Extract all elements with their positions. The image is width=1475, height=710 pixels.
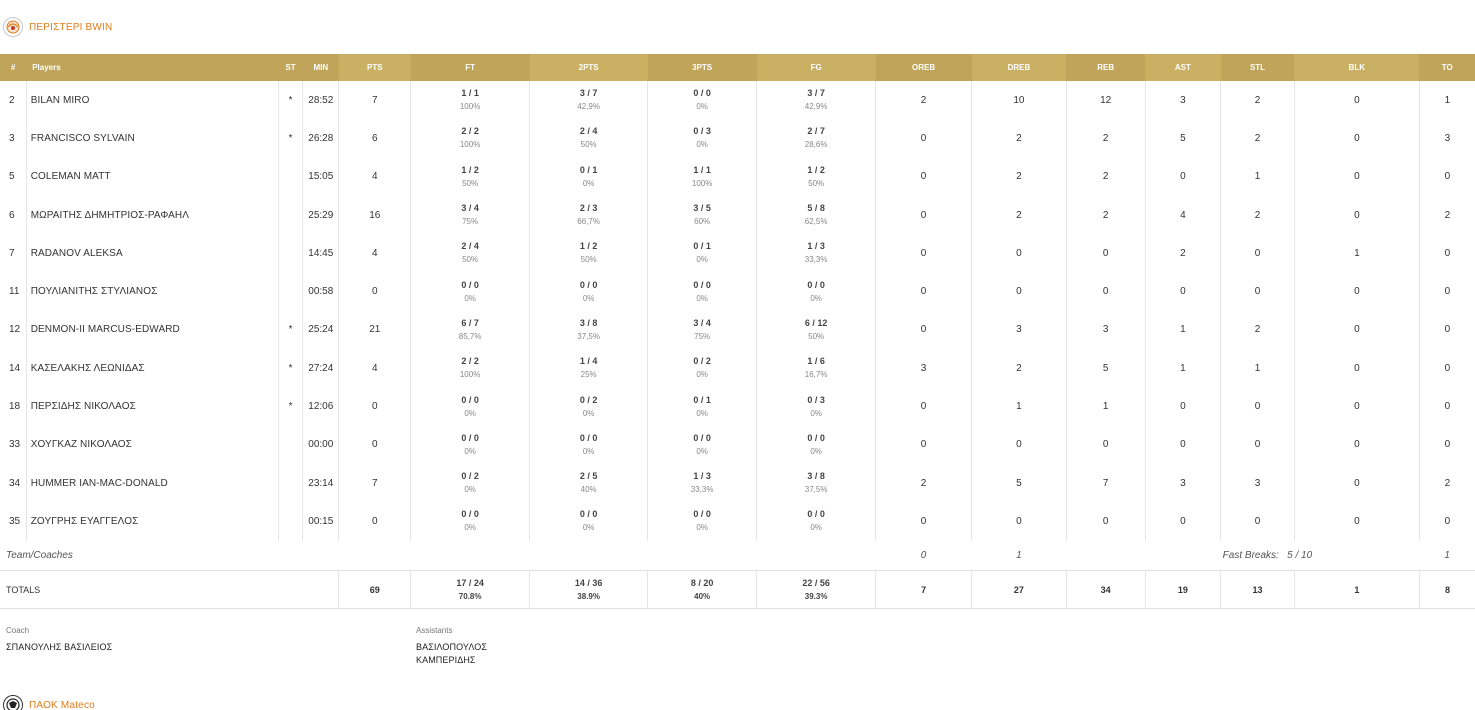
player-to: 0 (1444, 171, 1451, 183)
player-fg: 5 / 8 62,5% (757, 196, 876, 234)
col-header-num: # (0, 54, 26, 81)
player-points: 7 (339, 81, 411, 119)
starter-mark: * (278, 349, 302, 387)
player-number: 2 (0, 81, 26, 119)
player-ast: 1 (1145, 311, 1221, 349)
player-points: 0 (339, 272, 411, 310)
player-to: 0 (1444, 247, 1451, 259)
assistant-name: ΒΑΣΙΛΟΠΟΥΛΟΣ (416, 642, 488, 652)
player-points: 16 (339, 196, 411, 234)
player-oreb: 0 (876, 234, 972, 272)
player-points: 0 (339, 387, 411, 425)
player-minutes: 12:06 (303, 387, 339, 425)
player-number: 14 (0, 349, 26, 387)
player-points: 6 (339, 119, 411, 157)
player-stl: 2 (1221, 196, 1295, 234)
player-reb: 2 (1066, 119, 1145, 157)
player-number: 5 (0, 158, 26, 196)
team-dreb: 1 (1016, 549, 1022, 561)
player-ft: 3 / 4 75% (411, 196, 530, 234)
table-row (0, 196, 1475, 234)
table-row (0, 81, 1475, 119)
table-row (0, 119, 1475, 157)
player-oreb: 0 (876, 426, 972, 464)
player-ft: 0 / 0 0% (411, 426, 530, 464)
player-ft: 2 / 4 50% (411, 234, 530, 272)
player-rows (0, 81, 1475, 541)
col-header-dreb: DREB (972, 54, 1067, 81)
player-blk: 0 (1294, 426, 1419, 464)
assistants-label: Assistants (416, 626, 453, 635)
totals-pts: 69 (339, 571, 411, 609)
player-3pts: 1 / 3 33,3% (648, 464, 757, 502)
starter-mark: * (278, 119, 302, 157)
player-fg: 2 / 7 28,6% (757, 119, 876, 157)
player-minutes: 14:45 (303, 234, 339, 272)
player-2pts: 0 / 1 0% (530, 158, 648, 196)
player-stl: 0 (1221, 272, 1295, 310)
player-2pts: 0 / 2 0% (530, 387, 648, 425)
player-reb: 7 (1066, 464, 1145, 502)
player-number: 6 (0, 196, 26, 234)
player-name[interactable]: HUMMER IAN-MAC-DONALD (26, 464, 278, 502)
player-ast: 0 (1145, 158, 1221, 196)
team1-name[interactable]: ΠΕΡΙΣΤΕΡΙ BWIN (29, 21, 113, 33)
player-stl: 0 (1221, 502, 1295, 540)
player-reb: 3 (1066, 311, 1145, 349)
player-2pts: 3 / 8 37,5% (530, 311, 648, 349)
player-name[interactable]: COLEMAN MATT (26, 158, 278, 196)
team-oreb: 0 (920, 549, 927, 561)
totals-stl: 13 (1221, 571, 1295, 609)
player-dreb: 2 (972, 349, 1067, 387)
player-oreb: 0 (876, 272, 972, 310)
totals-2pts: 14 / 36 38.9% (530, 571, 648, 609)
player-ft: 0 / 2 0% (411, 464, 530, 502)
player-3pts: 3 / 4 75% (648, 311, 757, 349)
player-to: 0 (1444, 401, 1451, 413)
col-header-st: ST (278, 54, 302, 81)
coach-label: Coach (6, 626, 30, 635)
player-2pts: 0 / 0 0% (530, 426, 648, 464)
player-oreb: 0 (876, 311, 972, 349)
player-stl: 3 (1221, 464, 1295, 502)
player-blk: 0 (1294, 158, 1419, 196)
player-ast: 3 (1145, 464, 1221, 502)
team1-header (3, 16, 112, 38)
player-dreb: 0 (972, 502, 1067, 540)
player-3pts: 0 / 1 0% (648, 234, 757, 272)
col-header-blk: BLK (1294, 54, 1419, 81)
player-stl: 0 (1221, 387, 1295, 425)
player-points: 4 (339, 349, 411, 387)
fast-breaks (1221, 541, 1420, 571)
player-3pts: 0 / 0 0% (648, 81, 757, 119)
player-to: 2 (1444, 477, 1451, 489)
totals-to: 8 (1419, 571, 1475, 609)
assistant-name: ΚΑΜΠΕΡΙΔΗΣ (416, 655, 476, 665)
player-3pts: 1 / 1 100% (648, 158, 757, 196)
player-number: 7 (0, 234, 26, 272)
player-points: 4 (339, 234, 411, 272)
table-row (0, 426, 1475, 464)
player-reb: 0 (1066, 426, 1145, 464)
player-reb: 0 (1066, 502, 1145, 540)
player-minutes: 26:28 (303, 119, 339, 157)
player-minutes: 00:58 (303, 272, 339, 310)
player-reb: 2 (1066, 158, 1145, 196)
starter-mark: * (278, 387, 302, 425)
player-number: 11 (0, 272, 26, 310)
player-name[interactable]: ΧΟΥΓΚΑΖ ΝΙΚΟΛΑΟΣ (26, 426, 278, 464)
player-fg: 0 / 0 0% (757, 426, 876, 464)
player-name[interactable]: ΠΟΥΛΙΑΝΙΤΗΣ ΣΤΥΛΙΑΝΟΣ (26, 272, 278, 310)
box-score-table (0, 54, 1475, 609)
coach-name: ΣΠΑΝΟΥΛΗΣ ΒΑΣΙΛΕΙΟΣ (6, 642, 113, 652)
player-number: 3 (0, 119, 26, 157)
starter-mark (278, 426, 302, 464)
player-to: 0 (1444, 439, 1451, 451)
table-row (0, 234, 1475, 272)
player-ft: 6 / 7 85,7% (411, 311, 530, 349)
player-blk: 0 (1294, 464, 1419, 502)
player-oreb: 0 (876, 502, 972, 540)
player-dreb: 2 (972, 119, 1067, 157)
player-blk: 0 (1294, 311, 1419, 349)
player-stl: 1 (1221, 158, 1295, 196)
totals-row (0, 571, 1475, 609)
player-minutes: 00:00 (303, 426, 339, 464)
table-row (0, 502, 1475, 540)
col-header-oreb: OREB (876, 54, 972, 81)
totals-ast: 19 (1145, 571, 1221, 609)
player-dreb: 10 (972, 81, 1067, 119)
player-stl: 2 (1221, 311, 1295, 349)
starter-mark (278, 464, 302, 502)
player-ast: 0 (1145, 387, 1221, 425)
player-ast: 0 (1145, 272, 1221, 310)
starter-mark: * (278, 311, 302, 349)
player-number: 35 (0, 502, 26, 540)
player-minutes: 15:05 (303, 158, 339, 196)
player-oreb: 0 (876, 119, 972, 157)
player-3pts: 0 / 0 0% (648, 502, 757, 540)
starter-mark (278, 502, 302, 540)
player-blk: 0 (1294, 81, 1419, 119)
player-minutes: 28:52 (303, 81, 339, 119)
player-dreb: 0 (972, 426, 1067, 464)
team2-name[interactable]: ΠΑΟΚ Mateco (29, 699, 95, 710)
player-stl: 0 (1221, 234, 1295, 272)
starter-mark (278, 196, 302, 234)
starter-mark (278, 158, 302, 196)
player-ast: 5 (1145, 119, 1221, 157)
player-to: 0 (1444, 286, 1451, 298)
player-points: 21 (339, 311, 411, 349)
player-3pts: 0 / 2 0% (648, 349, 757, 387)
player-oreb: 2 (876, 464, 972, 502)
starter-mark (278, 234, 302, 272)
player-reb: 5 (1066, 349, 1145, 387)
table-row (0, 349, 1475, 387)
team-coaches-label: Team/Coaches (6, 549, 73, 561)
col-header-players: Players (26, 54, 278, 81)
player-number: 33 (0, 426, 26, 464)
totals-fg: 22 / 56 39.3% (757, 571, 876, 609)
col-header-ft: FT (411, 54, 530, 81)
totals-ft: 17 / 24 70.8% (411, 571, 530, 609)
col-header-ast: AST (1145, 54, 1221, 81)
player-ft: 1 / 1 100% (411, 81, 530, 119)
player-fg: 1 / 6 16,7% (757, 349, 876, 387)
player-2pts: 2 / 5 40% (530, 464, 648, 502)
totals-blk: 1 (1294, 571, 1419, 609)
player-minutes: 27:24 (303, 349, 339, 387)
player-dreb: 2 (972, 196, 1067, 234)
player-ast: 2 (1145, 234, 1221, 272)
player-fg: 3 / 7 42,9% (757, 81, 876, 119)
player-blk: 0 (1294, 387, 1419, 425)
player-minutes: 23:14 (303, 464, 339, 502)
player-oreb: 2 (876, 81, 972, 119)
player-2pts: 0 / 0 0% (530, 272, 648, 310)
player-stl: 1 (1221, 349, 1295, 387)
player-3pts: 0 / 0 0% (648, 426, 757, 464)
player-fg: 0 / 0 0% (757, 502, 876, 540)
player-2pts: 3 / 7 42,9% (530, 81, 648, 119)
col-header-reb: REB (1066, 54, 1145, 81)
player-oreb: 3 (876, 349, 972, 387)
player-name[interactable]: ΚΑΣΕΛΑΚΗΣ ΛΕΩΝΙΔΑΣ (26, 349, 278, 387)
col-header-3pts: 3PTS (648, 54, 757, 81)
player-ft: 2 / 2 100% (411, 349, 530, 387)
player-reb: 2 (1066, 196, 1145, 234)
player-ft: 0 / 0 0% (411, 272, 530, 310)
table-row (0, 272, 1475, 310)
player-3pts: 0 / 1 0% (648, 387, 757, 425)
player-fg: 0 / 0 0% (757, 272, 876, 310)
player-ast: 3 (1145, 81, 1221, 119)
player-ast: 4 (1145, 196, 1221, 234)
player-blk: 0 (1294, 502, 1419, 540)
player-points: 0 (339, 426, 411, 464)
player-name[interactable]: ΜΩΡΑΙΤΗΣ ΔΗΜΗΤΡΙΟΣ-ΡΑΦΑΗΛ (26, 196, 278, 234)
player-to: 3 (1444, 132, 1451, 144)
player-blk: 0 (1294, 349, 1419, 387)
player-name[interactable]: RADANOV ALEKSA (26, 234, 278, 272)
col-header-2pts: 2PTS (530, 54, 648, 81)
player-name[interactable]: ΖΟΥΓΡΗΣ ΕΥΑΓΓΕΛΟΣ (26, 502, 278, 540)
player-fg: 3 / 8 37,5% (757, 464, 876, 502)
player-dreb: 5 (972, 464, 1067, 502)
player-3pts: 0 / 0 0% (648, 272, 757, 310)
table-row (0, 311, 1475, 349)
col-header-fg: FG (757, 54, 876, 81)
player-minutes: 25:24 (303, 311, 339, 349)
player-number: 18 (0, 387, 26, 425)
player-dreb: 0 (972, 272, 1067, 310)
col-header-stl: STL (1221, 54, 1295, 81)
player-name[interactable]: FRANCISCO SYLVAIN (26, 119, 278, 157)
player-fg: 0 / 3 0% (757, 387, 876, 425)
table-header-row (0, 54, 1475, 81)
player-points: 4 (339, 158, 411, 196)
player-points: 0 (339, 502, 411, 540)
col-header-to: TO (1419, 54, 1475, 81)
totals-3pts: 8 / 20 40% (648, 571, 757, 609)
player-reb: 1 (1066, 387, 1145, 425)
team-to: 1 (1444, 549, 1450, 561)
table-row (0, 158, 1475, 196)
player-blk: 0 (1294, 272, 1419, 310)
table-row (0, 464, 1475, 502)
player-stl: 2 (1221, 119, 1295, 157)
team2-header (3, 694, 95, 710)
player-number: 12 (0, 311, 26, 349)
player-name[interactable]: ΠΕΡΣΙΔΗΣ ΝΙΚΟΛΑΟΣ (26, 387, 278, 425)
player-ast: 0 (1145, 426, 1221, 464)
col-header-min: MIN (303, 54, 339, 81)
player-fg: 1 / 3 33,3% (757, 234, 876, 272)
player-oreb: 0 (876, 158, 972, 196)
team1-logo (3, 17, 23, 37)
assistants-block (416, 626, 487, 667)
player-blk: 0 (1294, 119, 1419, 157)
player-2pts: 2 / 3 66,7% (530, 196, 648, 234)
player-2pts: 0 / 0 0% (530, 502, 648, 540)
player-ast: 0 (1145, 502, 1221, 540)
player-stl: 2 (1221, 81, 1295, 119)
player-oreb: 0 (876, 387, 972, 425)
player-oreb: 0 (876, 196, 972, 234)
player-minutes: 00:15 (303, 502, 339, 540)
player-3pts: 3 / 5 60% (648, 196, 757, 234)
player-reb: 12 (1066, 81, 1145, 119)
player-fg: 1 / 2 50% (757, 158, 876, 196)
player-to: 0 (1444, 362, 1451, 374)
totals-dreb: 27 (972, 571, 1067, 609)
starter-mark: * (278, 81, 302, 119)
player-to: 0 (1444, 515, 1451, 527)
player-reb: 0 (1066, 234, 1145, 272)
totals-reb: 34 (1066, 571, 1145, 609)
team-coaches-row (0, 541, 1475, 571)
player-ft: 1 / 2 50% (411, 158, 530, 196)
fast-breaks-value: 5 / 10 (1287, 549, 1313, 561)
starter-mark (278, 272, 302, 310)
player-blk: 1 (1294, 234, 1419, 272)
table-row (0, 387, 1475, 425)
player-stl: 0 (1221, 426, 1295, 464)
player-dreb: 2 (972, 158, 1067, 196)
col-header-pts: PTS (339, 54, 411, 81)
player-to: 1 (1444, 94, 1451, 106)
team2-logo (3, 695, 23, 710)
player-number: 34 (0, 464, 26, 502)
totals-oreb: 7 (876, 571, 972, 609)
player-blk: 0 (1294, 196, 1419, 234)
fast-breaks-label: Fast Breaks: (1222, 549, 1279, 561)
player-to: 0 (1444, 324, 1451, 336)
player-name[interactable]: BILAN MIRO (26, 81, 278, 119)
player-2pts: 1 / 2 50% (530, 234, 648, 272)
player-ft: 2 / 2 100% (411, 119, 530, 157)
player-ast: 1 (1145, 349, 1221, 387)
player-dreb: 1 (972, 387, 1067, 425)
player-ft: 0 / 0 0% (411, 387, 530, 425)
player-2pts: 1 / 4 25% (530, 349, 648, 387)
player-dreb: 0 (972, 234, 1067, 272)
player-name[interactable]: DENMON-II MARCUS-EDWARD (26, 311, 278, 349)
totals-label: TOTALS (0, 571, 339, 609)
player-reb: 0 (1066, 272, 1145, 310)
player-ft: 0 / 0 0% (411, 502, 530, 540)
player-points: 7 (339, 464, 411, 502)
player-dreb: 3 (972, 311, 1067, 349)
coach-block (6, 626, 112, 654)
player-minutes: 25:29 (303, 196, 339, 234)
player-2pts: 2 / 4 50% (530, 119, 648, 157)
player-fg: 6 / 12 50% (757, 311, 876, 349)
player-to: 2 (1444, 209, 1451, 221)
player-3pts: 0 / 3 0% (648, 119, 757, 157)
